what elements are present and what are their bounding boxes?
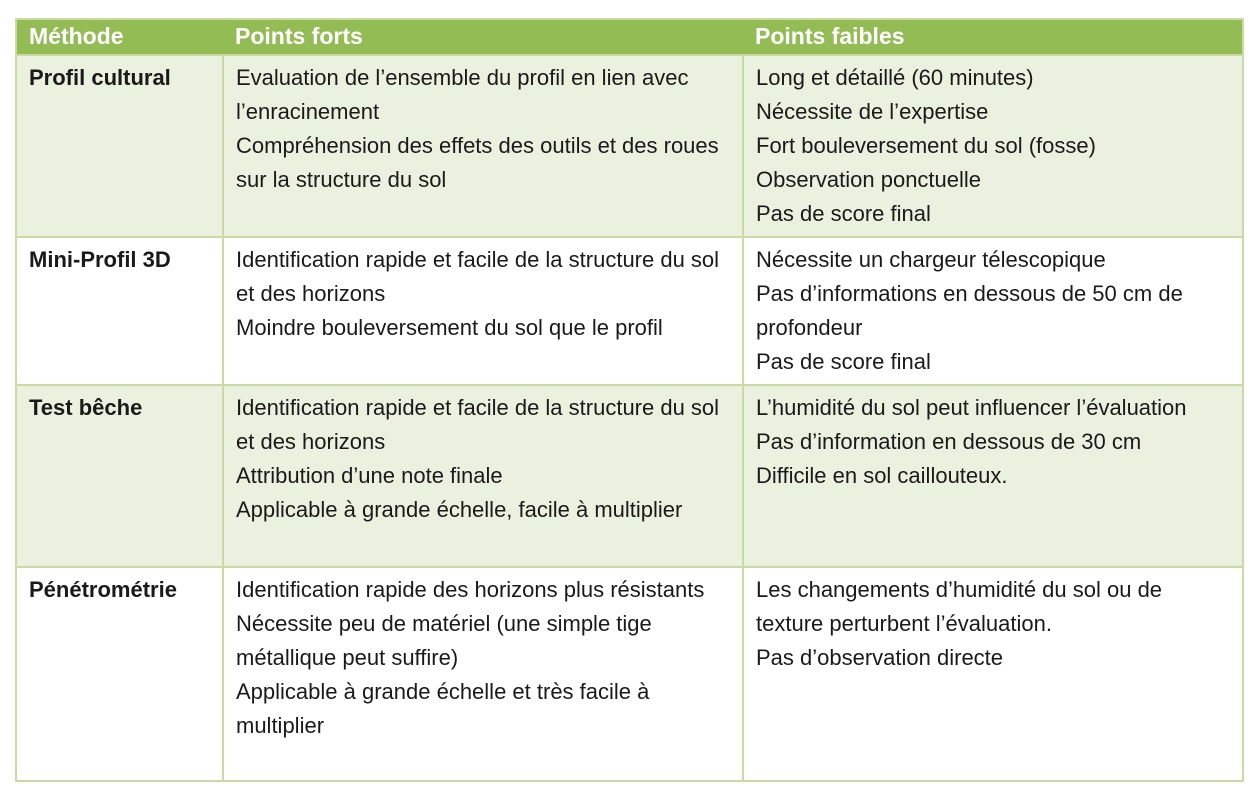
cell-text-line: Nécessite peu de matériel (une simple tige métallique peut suffire) [236, 611, 652, 670]
cell-text-line: Nécessite de l’expertise [756, 99, 989, 124]
cell-text-line: Fort bouleversement du sol (fosse) [756, 133, 1096, 158]
cell-text-line: Pas d’information en dessous de 30 cm [756, 429, 1142, 454]
cell-text-line: Applicable à grande échelle et très facile à multiplier [236, 679, 650, 738]
table-row [16, 55, 1243, 237]
cell-text-line: Evaluation de l’ensemble du profil en lien avec l’enracinement [236, 65, 689, 124]
header-row [16, 19, 1243, 55]
weaknesses-cell [743, 567, 1243, 781]
cell-text-line: Pas d’informations en dessous de 50 cm de profondeur [756, 281, 1183, 340]
weaknesses-cell [743, 237, 1243, 385]
cell-text-line: Observation ponctuelle [756, 167, 982, 192]
cell-text-line: Moindre bouleversement du sol que le profil [236, 315, 663, 340]
cell-text-line: Applicable à grande échelle, facile à multiplier [236, 497, 683, 522]
cell-text-line: Difficile en sol caillouteux. [756, 463, 1008, 488]
weaknesses-cell [743, 55, 1243, 237]
cell-text-line: Compréhension des effets des outils et des roues sur la structure du sol [236, 133, 719, 192]
column-header-points-faibles: Points faibles [743, 19, 1243, 55]
strengths-cell [223, 237, 743, 385]
cell-text-line: Pas de score final [756, 349, 931, 374]
method-name-cell: Profil cultural [16, 55, 223, 237]
method-name-cell: Pénétrométrie [16, 567, 223, 781]
cell-text-line: Long et détaillé (60 minutes) [756, 65, 1034, 90]
cell-text-line: Pas d’observation directe [756, 645, 1004, 670]
cell-text-line: L’humidité du sol peut influencer l’évaluation [756, 395, 1187, 420]
methods-comparison-table [15, 18, 1244, 782]
method-name-cell: Mini-Profil 3D [16, 237, 223, 385]
cell-text-line: Identification rapide et facile de la structure du sol et des horizons [236, 247, 720, 306]
cell-text-line: Les changements d’humidité du sol ou de texture perturbent l’évaluation. [756, 577, 1163, 636]
strengths-cell [223, 567, 743, 781]
cell-text-line: Pas de score final [756, 201, 931, 226]
cell-text-line: Nécessite un chargeur télescopique [756, 247, 1106, 272]
strengths-cell [223, 385, 743, 567]
cell-text-line: Identification rapide des horizons plus résistants [236, 577, 705, 602]
column-header-points-forts: Points forts [223, 19, 743, 55]
method-name-cell: Test bêche [16, 385, 223, 567]
weaknesses-cell [743, 385, 1243, 567]
column-header-methode: Méthode [16, 19, 223, 55]
table-row [16, 567, 1243, 781]
table-row [16, 237, 1243, 385]
cell-text-line: Identification rapide et facile de la structure du sol et des horizons [236, 395, 720, 454]
table-row [16, 385, 1243, 567]
cell-text-line: Attribution d’une note finale [236, 463, 503, 488]
strengths-cell [223, 55, 743, 237]
